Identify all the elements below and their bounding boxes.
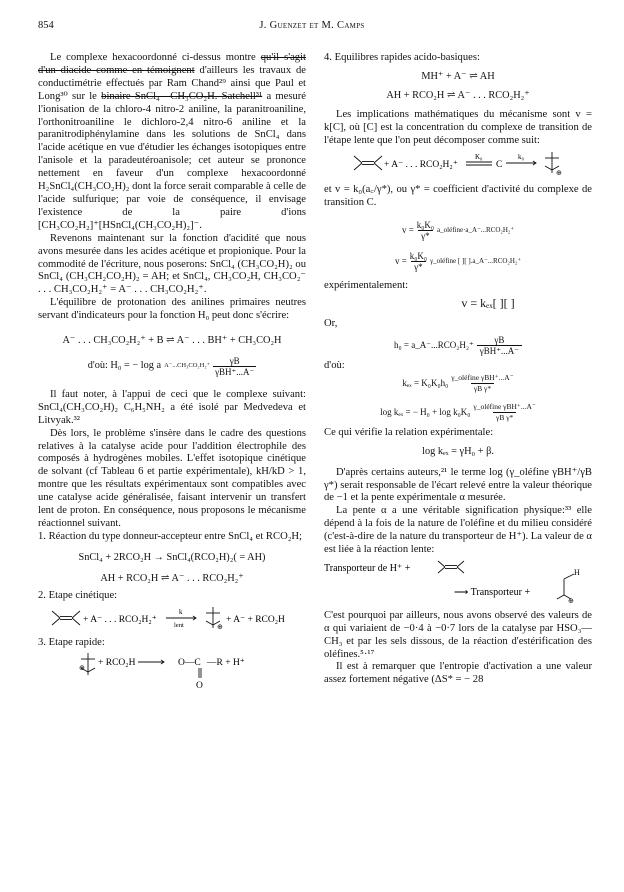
numerator: γB xyxy=(494,334,505,345)
eq9-k0: k₀ xyxy=(518,153,524,162)
heading: 2. Etape cinétique: xyxy=(38,589,118,601)
transition-complex-scheme xyxy=(324,147,592,179)
equation: MH⁺ + A⁻ ⇌ AH xyxy=(421,70,495,82)
paragraph: Dès lors, le problème s'insère dans le cadre des questions relatives à la catalyse acide pour l'addition électrophile des composés à hydrogènes mobiles. L'effet isotopique cinétique de solvant (cf Tableau 6 et partie expérimentale), kH/kD > 1, montre que les résultats expérimentaux sont compatibles avec une catalyse acide généralisée, faisant intervenir un transfert lent de proton. En conséquence, nous proposons le mécanisme réactionnel suivant. xyxy=(38,427,306,529)
eq-lhs: h₀ = a_A⁻...RCO₂H₂⁺ xyxy=(394,339,474,350)
eq-sub: A⁻...CH₃CO₂H₂⁺ xyxy=(164,361,211,369)
olefin-structure xyxy=(438,561,464,573)
fraction xyxy=(213,356,256,377)
running-title: J. Guenzet et M. Camps xyxy=(259,20,365,31)
fraction xyxy=(410,251,427,272)
paragraph: Revenons maintenant sur la fonction d'acidité que nous avons mesurée dans les acides acétique et propionique. Pour la commodité de l'écriture, nous poserons: SnCl₄ (CH₃CO₂H)₂ ou SnCl₄ (CH₃CH₂CO₂H)₂ = AH; et SnCl₄, CH₃CO₂H, CH₃CO₂⁻ . . . CH₃CO₂H₂⁺ = A⁻ . . . CH₃CO₂H₂⁺. xyxy=(38,232,306,296)
denominator: γBH⁺...A⁻ xyxy=(215,366,255,377)
eq5-rhs: + A⁻ + RCO₂H xyxy=(226,614,285,625)
ester-reaction-scheme xyxy=(38,650,306,690)
equation xyxy=(324,402,592,423)
eq-rhs: a_oléfine·a_A⁻...RCO₂H₂⁺ xyxy=(437,226,515,235)
numerator: γ_oléfine γBH⁺...A⁻ xyxy=(473,401,536,411)
eq-lhs: v = xyxy=(401,225,414,236)
eq-lhs: kₑₓ = K₀K₀h₀ xyxy=(402,377,449,388)
numerator: γB xyxy=(229,355,240,366)
hydrogen-H: H xyxy=(574,567,580,577)
equation xyxy=(324,220,592,241)
carbocation-structure xyxy=(557,574,574,599)
plus-charge: ⊕ xyxy=(556,169,562,178)
text: a mesuré l'ionisation de la chloro-4 nitro-2 aniline, la paranitroaniline, l'orthonitroaniline le dichloro-2,4 nitro-6 aniline et la paranitrodiphénylamine dans les solutions de SnCl₄ dans l'acide acétique en vue d'étudier les échanges isotopiques entre l'anisole et la paradeutéroanisole; cet auteur se prononce nettement en faveur d'un complexe hexacoordonné H₂SnCl₄(CH₃CO₂H)₂ dont la force serait comparable à celle de l'acide sulfurique; par voie de conséquence, il envisage l'existence de la paire d'ions [CH₃CO₂H₂]⁺[HSnCl₄(CH₃CO₂H)₂]⁻. xyxy=(38,90,306,231)
plus-charge: ⊕ xyxy=(217,622,223,631)
paragraph: L'équilibre de protonation des anilines primaires neutres servant d'indicateurs pour la fonction H₀ peut donc s'écrire: xyxy=(38,297,306,322)
equation: v = kₑₓ[ ][ ] xyxy=(461,296,515,311)
paragraph: et v = k₀(a꜀/γ*), ou γ* = coefficient d'activité du complexe de transition C. xyxy=(324,184,592,209)
text: d'ailleurs les travaux de conductimétrie effectués par Ram Chand²⁹ ainsi que Paul et Long³⁰ sur le xyxy=(38,64,306,102)
denominator: γBH⁺...A⁻ xyxy=(477,345,522,356)
paragraph: C'est pourquoi par ailleurs, nous avons observé des valeurs de α qui variaient de −0·4 à −0·7 lors de la catalyse par HSO₃—CH₃ et par les sels dissous, de la réaction d'estérification des oléfines.⁵·¹⁷ xyxy=(324,609,592,660)
equation: A⁻ . . . CH₃CO₂H₂⁺ + B ⇌ A⁻ . . . BH⁺ + CH₃CO₂H xyxy=(62,335,282,347)
eq-lhs: log kₑₓ = − H₀ + log k₀K₀ xyxy=(380,406,471,417)
struck-text: qu'il s'agit d'un diacide comme en témoignent xyxy=(38,52,306,76)
equation xyxy=(324,335,592,356)
right-column xyxy=(324,52,592,687)
numerator: γ_oléfine γBH⁺...A⁻ xyxy=(451,372,514,382)
heading: 3. Etape rapide: xyxy=(38,637,105,649)
eq9-K0: K₀ xyxy=(475,153,483,162)
eq9-C: C xyxy=(496,160,503,171)
rate-k: k xyxy=(179,607,183,616)
denominator: γB γ* xyxy=(471,383,494,394)
equation: SnCl₄ + 2RCO₂H → SnCl₄(RCO₂H)₂( = AH) xyxy=(78,551,266,563)
equation: log kₑₓ = γH₀ + β. xyxy=(422,445,494,457)
eq-rhs: γ_oléfine [ ][ ].a_A⁻...RCO₂H₂⁺ xyxy=(430,257,522,266)
paragraph: Or, xyxy=(324,317,338,329)
numerator: k₀K₀ xyxy=(409,251,428,262)
struck-text: binaire SnCl₄—CH₃CO₂H. Satchell³¹ xyxy=(101,90,263,102)
ester-O: O—C xyxy=(178,658,201,669)
page-number: 854 xyxy=(38,20,54,31)
olefin-reaction-scheme xyxy=(38,603,306,633)
eq6-rhs: —R + H⁺ xyxy=(207,658,245,669)
heading: 1. Réaction du type donneur-accepteur entre SnCl₄ et RCO₂H; xyxy=(38,530,303,542)
eq-text: AH + RCO₂H ⇌ A⁻ . . . RCO₂H₂⁺ xyxy=(100,572,244,584)
paragraph: Il est à remarquer que l'entropie d'activation a une valeur assez fortement négative (ΔS* = − 28 xyxy=(324,661,592,686)
paragraph xyxy=(38,52,306,233)
equation xyxy=(324,251,592,272)
heading: 4. Equilibres rapides acido-basiques: xyxy=(324,52,480,63)
eq-lhs: v = xyxy=(394,256,407,267)
fraction xyxy=(473,402,535,423)
equation xyxy=(38,356,306,377)
numerator: k₀K₀ xyxy=(416,220,435,231)
eq-lhs: d'où: H₀ = − log a xyxy=(87,359,162,371)
equation xyxy=(38,573,306,586)
rate-lent: lent xyxy=(174,621,184,629)
fraction xyxy=(417,220,434,241)
eq5-mid: + A⁻ . . . RCO₂H₂⁺ xyxy=(83,614,157,625)
eq6-mid: + RCO₂H xyxy=(98,658,136,669)
fraction xyxy=(477,335,522,356)
plus-charge: ⊕ xyxy=(568,596,574,605)
olefin-structure xyxy=(52,611,80,625)
paragraph: Les implications mathématiques du mécanisme sont v = k[C], où [C] est la concentration du complexe de transition de l'étape lente que l'on peut décomposer comme suit: xyxy=(324,108,592,146)
paragraph: expérimentalement: xyxy=(324,280,409,292)
paragraph: d'où: xyxy=(324,359,345,371)
eq17-a: Transporteur de H⁺ + xyxy=(324,562,411,574)
paragraph: D'après certains auteurs,²¹ le terme log (γ_oléfine γBH⁺/γB γ*) serait responsable de l'écart relevé entre la valeur théorique de −1 et la pente expérimentale α mesurée. xyxy=(324,466,592,504)
olefin-structure xyxy=(354,156,382,170)
paragraph: Ce qui vérifie la relation expérimentale: xyxy=(324,426,494,438)
denominator: γ* xyxy=(418,230,432,241)
plus-charge: ⊕ xyxy=(79,664,85,673)
fraction xyxy=(451,373,513,394)
equation: AH + RCO₂H ⇌ A⁻ . . . RCO₂H₂⁺ xyxy=(386,89,530,101)
equation xyxy=(324,373,592,394)
eq9-mid: + A⁻ . . . RCO₂H₂⁺ xyxy=(384,160,458,171)
page-header xyxy=(38,20,586,34)
eq17-b: ⟶ Transporteur + xyxy=(454,586,531,598)
paragraph: La pente α a une véritable signification physique:³³ elle dépend à la fois de la nature de l'oléfine et du milieu considéré (c'est-à-dire de la nature du transporteur de H⁺). La valeur de α est liée à la réaction lente: xyxy=(324,505,592,556)
text: Le complexe hexacoordonné ci-dessus montre xyxy=(50,52,256,63)
carbonyl-O: O xyxy=(196,681,203,691)
denominator: γ* xyxy=(411,261,425,272)
left-column xyxy=(38,52,306,695)
denominator: γB γ* xyxy=(493,412,516,423)
proton-transfer-scheme xyxy=(324,557,592,605)
paragraph: Il faut noter, à l'appui de ceci que le complexe suivant: SnCl₄(CH₃CO₂H)₂ C₆H₅NH₂ a été isolé par Medvedeva et Litvyak.³² xyxy=(38,388,306,426)
